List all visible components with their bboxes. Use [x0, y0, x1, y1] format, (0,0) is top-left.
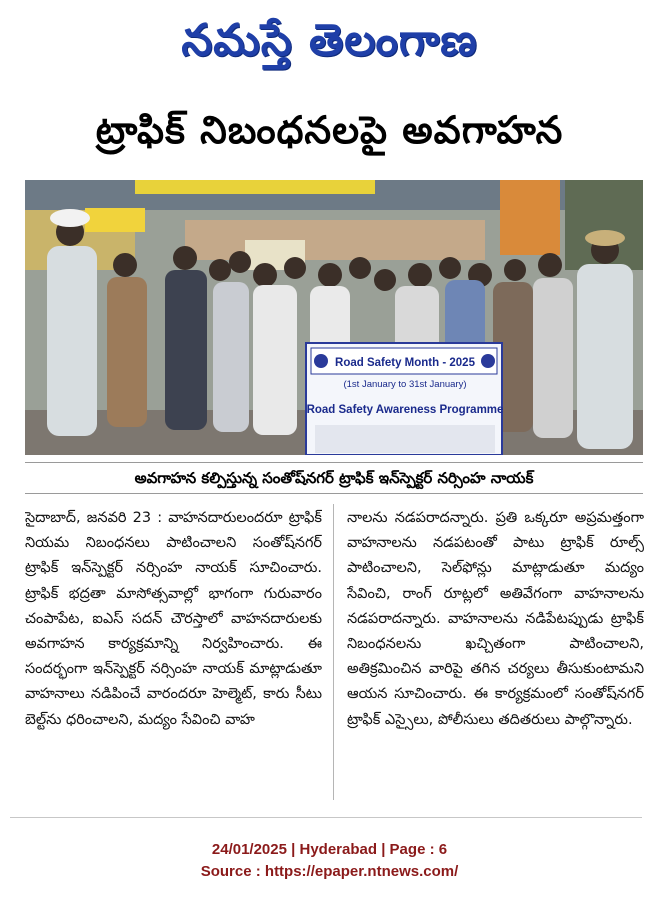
column-divider: [333, 504, 334, 800]
article-body-left: సైదాబాద్, జనవరి 23 : వాహనదారులందరూ ట్రాఫిక్ నియమ నిబంధనలు పాటించాలని సంతోష్‌నగర్ ట్రాఫిక్ ఇన్‌స్పెక్టర్ నర్సింహ నాయక్ సూచించారు. ట్రాఫిక్ భద్రతా మాసోత్సవాల్లో భాగంగా గురువారం చంపాపేట, ఐఎస్ సదన్ చౌరస్తాలో వాహనదారులకు అవగాహన కార్యక్రమాన్ని నిర్వహించారు. ఈ సందర్భంగా ఇన్‌స్పెక్టర్ నర్సింహ నాయక్ మాట్లాడుతూ వాహనాలు నడిపించే వారందరూ హెల్మెట్, కారు సీటు బెల్ట్‌ను ధరించాలని, మద్యం సేవించి వాహ: [25, 510, 322, 728]
article-headline: ట్రాఫిక్ నిబంధనలపై అవగాహన: [95, 108, 564, 152]
footer-source: Source : https://epaper.ntnews.com/: [200, 863, 459, 880]
banner-line2: (1st January to 31st January): [343, 379, 467, 390]
article-photo: [25, 180, 643, 455]
footer-rule: [10, 817, 642, 818]
photo-caption: అవగాహన కల్పిస్తున్న సంతోష్‌నగర్ ట్రాఫిక్ ఇన్‌స్పెక్టర్ నర్సింహ నాయక్: [25, 462, 643, 494]
masthead-title: నమస్తే తెలంగాణ: [181, 15, 478, 66]
article-body-right: నాలను నడపరాదన్నారు. ప్రతి ఒక్కరూ అప్రమత్తంగా వాహనాలను నడపటంతో పాటు ట్రాఫిక్ రూల్స్ పాటించాలని, సెల్‌ఫోన్లు మాట్లాడుతూ మద్యం సేవించి, రాంగ్ రూట్లలో అతివేగంగా వాహనాలను నడపరాదన్నారు. వాహనాలను నడిపేటప్పుడు ట్రాఫిక్ నిబంధనలను ఖచ్చితంగా పాటించాలని, అతిక్రమించిన వారిపై తగిన చర్యలు తీసుకుంటామని ఆయన సూచించారు. ఈ కార్యక్రమంలో సంతోష్‌నగర్ ట్రాఫిక్ ఎస్సైలు, పోలీసులు తదితరులు పాల్గొన్నారు.: [347, 510, 644, 728]
footer-dateline: 24/01/2025 | Hyderabad | Page : 6: [211, 841, 448, 858]
banner-line3: Road Safety Awareness Programme: [306, 404, 504, 416]
banner-line1: Road Safety Month - 2025: [335, 357, 475, 369]
photo-scene: [25, 180, 643, 455]
